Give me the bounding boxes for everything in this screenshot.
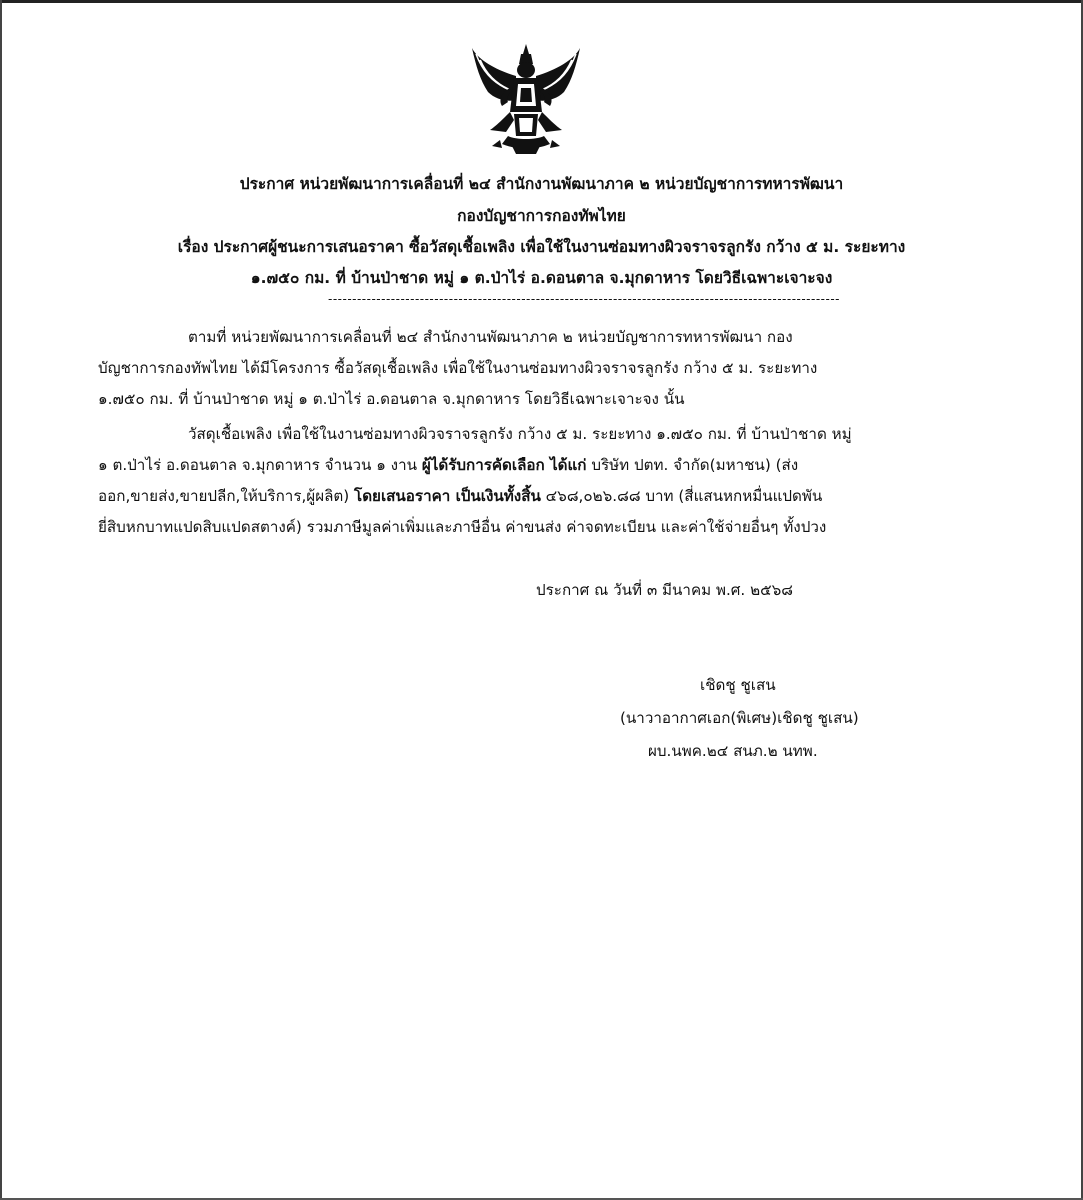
paragraph1-line1: ตามที่ หน่วยพัฒนาการเคลื่อนที่ ๒๔ สำนักงานพัฒนาภาค ๒ หน่วยบัญชาการทหารพัฒนา กอง xyxy=(188,328,793,346)
paragraph2-line1: วัสดุเชื้อเพลิง เพื่อใช้ในงานซ่อมทางผิวจราจรลูกรัง กว้าง ๕ ม. ระยะทาง ๑.๗๕๐ กม. ที่ บ้านป่าชาด หมู่ xyxy=(188,425,852,443)
signatory-full-name: (นาวาอากาศเอก(พิเศษ)เชิดชู ชูเสน) xyxy=(620,709,859,727)
selected-vendor-label: ผู้ได้รับการคัดเลือก ได้แก่ xyxy=(421,456,587,474)
subject-line2: ๑.๗๕๐ กม. ที่ บ้านป่าชาด หมู่ ๑ ต.ป่าไร่ อ.ดอนตาล จ.มุกดาหาร โดยวิธีเฉพาะเจาะจง xyxy=(250,269,833,287)
offer-price-label: โดยเสนอราคา เป็นเงินทั้งสิ้น xyxy=(354,487,541,505)
paragraph1-line3: ๑.๗๕๐ กม. ที่ บ้านป่าชาด หมู่ ๑ ต.ป่าไร่ อ.ดอนตาล จ.มุกดาหาร โดยวิธีเฉพาะเจาะจง นั้น xyxy=(98,390,685,408)
heading-divider: ---------------------------------------------------------------------------------------------------------- xyxy=(328,292,840,306)
garuda-emblem-icon xyxy=(466,40,586,160)
paragraph2-line3-part1: ออก,ขายส่ง,ขายปลีก,ให้บริการ,ผู้ผลิต) xyxy=(98,487,355,505)
paragraph2-line4: ยี่สิบหกบาทแปดสิบแปดสตางค์) รวมภาษีมูลค่าเพิ่มและภาษีอื่น ค่าขนส่ง ค่าจดทะเบียน และค่าใช้จ่ายอื่นๆ ทั้งปวง xyxy=(98,518,827,536)
signature-name: เชิดชู ชูเสน xyxy=(700,676,776,694)
paragraph2-line3-part3: ๔๖๘,๐๒๖.๘๘ บาท (สี่แสนหกหมื่นแปดพัน xyxy=(540,487,823,505)
page-border-left xyxy=(0,0,2,1200)
announcement-heading-line1: ประกาศ หน่วยพัฒนาการเคลื่อนที่ ๒๔ สำนักงานพัฒนาภาค ๒ หน่วยบัญชาการทหารพัฒนา xyxy=(239,175,844,193)
paragraph2-line2 xyxy=(98,449,798,481)
paragraph2-line3 xyxy=(98,480,822,512)
announcement-heading-line2: กองบัญชาการกองทัพไทย xyxy=(457,207,626,225)
page-border-top xyxy=(0,0,1083,3)
paragraph2-line2-part3: บริษัท ปตท. จำกัด(มหาชน) (ส่ง xyxy=(586,456,799,474)
paragraph1-line2: บัญชาการกองทัพไทย ได้มีโครงการ ซื้อวัสดุเชื้อเพลิง เพื่อใช้ในงานซ่อมทางผิวจราจรลูกรัง กว้าง ๕ ม. ระยะทาง xyxy=(98,359,818,377)
signatory-position: ผบ.นพค.๒๔ สนภ.๒ นทพ. xyxy=(648,742,818,760)
subject-line1: เรื่อง ประกาศผู้ชนะการเสนอราคา ซื้อวัสดุเชื้อเพลิง เพื่อใช้ในงานซ่อมทางผิวจราจรลูกรัง กว้าง ๕ ม. ระยะทาง xyxy=(177,238,906,256)
paragraph2-line2-part1: ๑ ต.ป่าไร่ อ.ดอนตาล จ.มุกดาหาร จำนวน ๑ งาน xyxy=(98,456,422,474)
announcement-date: ประกาศ ณ วันที่ ๓ มีนาคม พ.ศ. ๒๕๖๘ xyxy=(536,581,793,599)
